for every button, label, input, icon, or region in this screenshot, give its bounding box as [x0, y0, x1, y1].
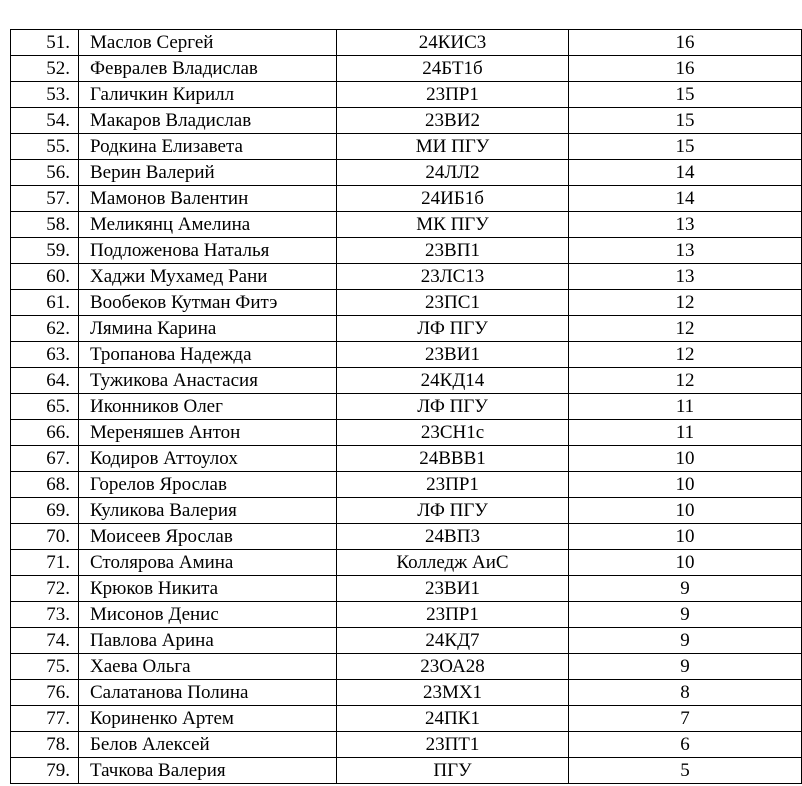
score-cell: 11	[569, 394, 802, 420]
table-row	[11, 420, 802, 446]
group-cell: ЛФ ПГУ	[337, 394, 569, 420]
group-cell: МК ПГУ	[337, 212, 569, 238]
student-name-cell: Куликова Валерия	[79, 498, 337, 524]
row-number-cell: 77.	[11, 706, 79, 732]
table-row	[11, 472, 802, 498]
table-row	[11, 56, 802, 82]
score-cell: 13	[569, 264, 802, 290]
table-row	[11, 368, 802, 394]
table-row	[11, 550, 802, 576]
score-cell: 12	[569, 342, 802, 368]
student-name-cell: Хаджи Мухамед Рани	[79, 264, 337, 290]
group-cell: ЛФ ПГУ	[337, 498, 569, 524]
table-row	[11, 264, 802, 290]
group-cell: 24КД14	[337, 368, 569, 394]
table-row	[11, 238, 802, 264]
row-number-cell: 69.	[11, 498, 79, 524]
row-number-cell: 53.	[11, 82, 79, 108]
score-cell: 9	[569, 602, 802, 628]
student-name-cell: Павлова Арина	[79, 628, 337, 654]
score-cell: 14	[569, 186, 802, 212]
table-row	[11, 732, 802, 758]
score-cell: 8	[569, 680, 802, 706]
group-cell: МИ ПГУ	[337, 134, 569, 160]
score-cell: 10	[569, 446, 802, 472]
row-number-cell: 52.	[11, 56, 79, 82]
table-row	[11, 342, 802, 368]
score-cell: 10	[569, 498, 802, 524]
row-number-cell: 54.	[11, 108, 79, 134]
group-cell: ПГУ	[337, 758, 569, 784]
student-name-cell: Подложенова Наталья	[79, 238, 337, 264]
group-cell: 24КИС3	[337, 30, 569, 56]
table-row	[11, 212, 802, 238]
group-cell: 23ВИ2	[337, 108, 569, 134]
student-name-cell: Тужикова Анастасия	[79, 368, 337, 394]
score-cell: 9	[569, 654, 802, 680]
group-cell: 23ПР1	[337, 472, 569, 498]
table-row	[11, 602, 802, 628]
student-name-cell: Макаров Владислав	[79, 108, 337, 134]
score-cell: 11	[569, 420, 802, 446]
student-name-cell: Boобеков Кутман Фитэ	[79, 290, 337, 316]
row-number-cell: 66.	[11, 420, 79, 446]
score-cell: 15	[569, 134, 802, 160]
table-row	[11, 290, 802, 316]
score-cell: 16	[569, 30, 802, 56]
student-name-cell: Кодиров Аттоулох	[79, 446, 337, 472]
table-row	[11, 628, 802, 654]
score-cell: 10	[569, 472, 802, 498]
row-number-cell: 79.	[11, 758, 79, 784]
row-number-cell: 57.	[11, 186, 79, 212]
student-name-cell: Моисеев Ярослав	[79, 524, 337, 550]
group-cell: 24КД7	[337, 628, 569, 654]
table-row	[11, 446, 802, 472]
table-row	[11, 576, 802, 602]
score-cell: 12	[569, 368, 802, 394]
student-name-cell: Мисонов Денис	[79, 602, 337, 628]
score-cell: 10	[569, 550, 802, 576]
score-cell: 14	[569, 160, 802, 186]
student-name-cell: Столярова Амина	[79, 550, 337, 576]
results-table	[10, 29, 802, 784]
group-cell: 23ВП1	[337, 238, 569, 264]
score-cell: 12	[569, 290, 802, 316]
score-cell: 5	[569, 758, 802, 784]
score-cell: 9	[569, 576, 802, 602]
score-cell: 15	[569, 108, 802, 134]
student-name-cell: Меликянц Амелина	[79, 212, 337, 238]
row-number-cell: 55.	[11, 134, 79, 160]
row-number-cell: 78.	[11, 732, 79, 758]
table-row	[11, 498, 802, 524]
table-row	[11, 524, 802, 550]
row-number-cell: 71.	[11, 550, 79, 576]
student-name-cell: Салатанова Полина	[79, 680, 337, 706]
group-cell: 23МХ1	[337, 680, 569, 706]
row-number-cell: 59.	[11, 238, 79, 264]
row-number-cell: 74.	[11, 628, 79, 654]
score-cell: 15	[569, 82, 802, 108]
student-name-cell: Тропанова Надежда	[79, 342, 337, 368]
score-cell: 13	[569, 238, 802, 264]
student-name-cell: Галичкин Кирилл	[79, 82, 337, 108]
group-cell: 24ВП3	[337, 524, 569, 550]
group-cell: 23ВИ1	[337, 576, 569, 602]
student-name-cell: Крюков Никита	[79, 576, 337, 602]
row-number-cell: 60.	[11, 264, 79, 290]
group-cell: ЛФ ПГУ	[337, 316, 569, 342]
row-number-cell: 67.	[11, 446, 79, 472]
table-row	[11, 654, 802, 680]
student-name-cell: Хаева Ольга	[79, 654, 337, 680]
student-name-cell: Февралев Владислав	[79, 56, 337, 82]
student-name-cell: Мереняшев Антон	[79, 420, 337, 446]
table-row	[11, 186, 802, 212]
group-cell: Колледж АиС	[337, 550, 569, 576]
student-name-cell: Лямина Карина	[79, 316, 337, 342]
table-row	[11, 316, 802, 342]
score-cell: 9	[569, 628, 802, 654]
row-number-cell: 72.	[11, 576, 79, 602]
table-row	[11, 82, 802, 108]
table-row	[11, 680, 802, 706]
row-number-cell: 62.	[11, 316, 79, 342]
results-table-body	[11, 30, 802, 784]
group-cell: 23ПС1	[337, 290, 569, 316]
table-row	[11, 394, 802, 420]
row-number-cell: 70.	[11, 524, 79, 550]
row-number-cell: 65.	[11, 394, 79, 420]
row-number-cell: 68.	[11, 472, 79, 498]
score-cell: 13	[569, 212, 802, 238]
row-number-cell: 61.	[11, 290, 79, 316]
table-row	[11, 30, 802, 56]
group-cell: 23СН1с	[337, 420, 569, 446]
student-name-cell: Верин Валерий	[79, 160, 337, 186]
group-cell: 24ВВВ1	[337, 446, 569, 472]
score-cell: 10	[569, 524, 802, 550]
group-cell: 23ОА28	[337, 654, 569, 680]
row-number-cell: 75.	[11, 654, 79, 680]
score-cell: 16	[569, 56, 802, 82]
student-name-cell: Мамонов Валентин	[79, 186, 337, 212]
table-row	[11, 758, 802, 784]
group-cell: 23ВИ1	[337, 342, 569, 368]
row-number-cell: 58.	[11, 212, 79, 238]
group-cell: 24ЛЛ2	[337, 160, 569, 186]
student-name-cell: Иконников Олег	[79, 394, 337, 420]
row-number-cell: 51.	[11, 30, 79, 56]
group-cell: 23ПР1	[337, 602, 569, 628]
row-number-cell: 56.	[11, 160, 79, 186]
group-cell: 24ПК1	[337, 706, 569, 732]
group-cell: 24БТ1б	[337, 56, 569, 82]
group-cell: 23ПТ1	[337, 732, 569, 758]
document-page	[10, 29, 792, 784]
table-row	[11, 134, 802, 160]
group-cell: 23ПР1	[337, 82, 569, 108]
table-row	[11, 160, 802, 186]
score-cell: 12	[569, 316, 802, 342]
student-name-cell: Кориненко Артем	[79, 706, 337, 732]
row-number-cell: 76.	[11, 680, 79, 706]
table-row	[11, 108, 802, 134]
group-cell: 23ЛС13	[337, 264, 569, 290]
row-number-cell: 64.	[11, 368, 79, 394]
score-cell: 6	[569, 732, 802, 758]
student-name-cell: Маслов Сергей	[79, 30, 337, 56]
group-cell: 24ИБ1б	[337, 186, 569, 212]
student-name-cell: Тачкова Валерия	[79, 758, 337, 784]
row-number-cell: 73.	[11, 602, 79, 628]
student-name-cell: Родкина Елизавета	[79, 134, 337, 160]
student-name-cell: Белов Алексей	[79, 732, 337, 758]
score-cell: 7	[569, 706, 802, 732]
table-row	[11, 706, 802, 732]
row-number-cell: 63.	[11, 342, 79, 368]
student-name-cell: Горелов Ярослав	[79, 472, 337, 498]
